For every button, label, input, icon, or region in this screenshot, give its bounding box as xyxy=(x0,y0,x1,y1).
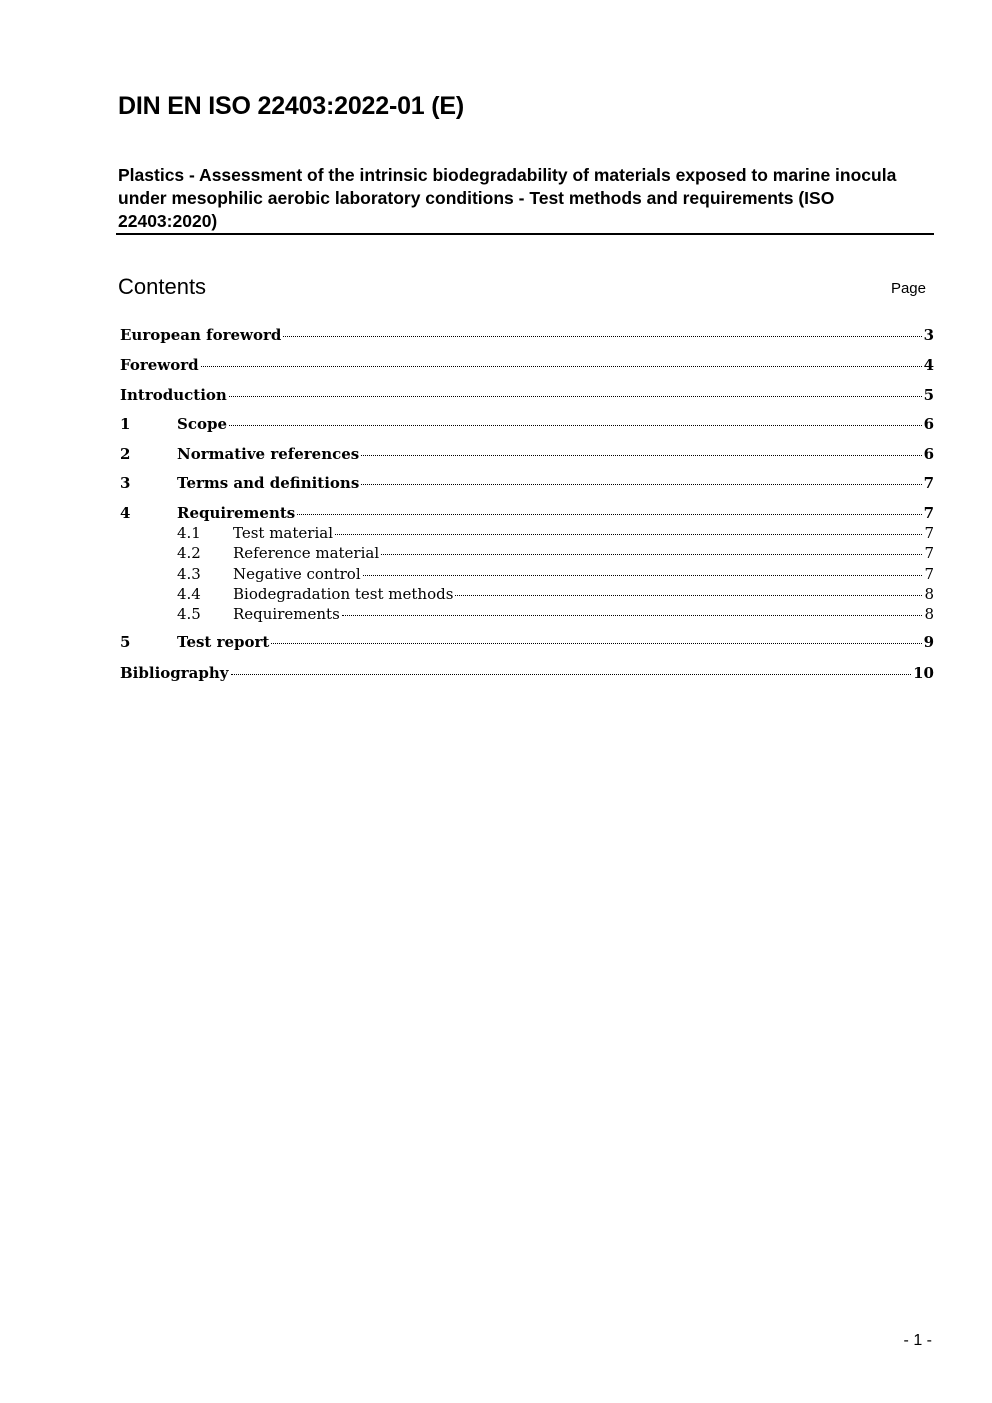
toc-entry-bibliography[interactable] xyxy=(120,664,934,682)
toc-entry-test-report[interactable] xyxy=(120,633,934,651)
toc-entry-number: 2 xyxy=(120,445,131,463)
toc-entry-number: 1 xyxy=(120,415,131,433)
toc-entry-number: 5 xyxy=(120,633,131,651)
toc-entry-title: Requirements xyxy=(233,605,340,623)
toc-leader-dots xyxy=(283,336,921,337)
toc-entry-page: 9 xyxy=(923,633,934,651)
toc-entry-title: Negative control xyxy=(233,565,361,583)
toc-leader-dots xyxy=(361,484,921,485)
toc-entry-number: 4.4 xyxy=(177,585,201,603)
toc-entry-title: Scope xyxy=(177,415,228,433)
toc-entry-negative-control[interactable] xyxy=(120,565,934,583)
toc-entry-page: 5 xyxy=(923,386,934,404)
toc-leader-dots xyxy=(335,534,922,535)
toc-entry-number: 4.3 xyxy=(177,565,201,583)
toc-entry-introduction[interactable] xyxy=(120,386,934,404)
toc-entry-foreword[interactable] xyxy=(120,356,934,374)
toc-entry-page: 3 xyxy=(923,326,934,344)
toc-entry-page: 8 xyxy=(924,605,934,623)
toc-entry-title: Foreword xyxy=(120,356,199,374)
toc-entry-biodegradation-test-methods[interactable] xyxy=(120,585,934,603)
toc-entry-title: Normative references xyxy=(177,445,360,463)
toc-entry-page: 10 xyxy=(913,664,934,682)
toc-entry-test-material[interactable] xyxy=(120,524,934,542)
toc-entry-title: European foreword xyxy=(120,326,282,344)
toc-entry-reference-material[interactable] xyxy=(120,544,934,562)
toc-entry-title: Introduction xyxy=(120,386,227,404)
toc-entry-number: 3 xyxy=(120,474,131,492)
toc-leader-dots xyxy=(363,575,923,576)
toc-leader-dots xyxy=(201,366,922,367)
toc-entry-number: 4.2 xyxy=(177,544,201,562)
toc-entry-page: 4 xyxy=(923,356,934,374)
toc-entry-european-foreword[interactable] xyxy=(120,326,934,344)
toc-entry-scope[interactable] xyxy=(120,415,934,433)
toc-entry-page: 7 xyxy=(923,504,934,522)
toc-entry-number: 4.1 xyxy=(177,524,201,542)
toc-entry-page: 7 xyxy=(924,565,934,583)
toc-entry-page: 7 xyxy=(923,474,934,492)
page-column-label: Page xyxy=(890,280,926,297)
toc-leader-dots xyxy=(231,674,912,675)
toc-entry-title: Test report xyxy=(177,633,270,651)
toc-entry-title: Reference material xyxy=(233,544,380,562)
toc-leader-dots xyxy=(361,455,921,456)
table-of-contents xyxy=(120,0,934,1403)
footer-page-number: - 1 - xyxy=(903,1332,932,1349)
toc-entry-requirements[interactable] xyxy=(120,504,934,522)
toc-entry-title: Requirements xyxy=(177,504,296,522)
toc-entry-page: 7 xyxy=(924,524,934,542)
toc-leader-dots xyxy=(271,643,921,644)
toc-entry-terms-and-definitions[interactable] xyxy=(120,474,934,492)
toc-leader-dots xyxy=(297,514,921,515)
document-title: Plastics - Assessment of the intrinsic biodegradability of materials exposed to marine inocula under mesophilic aerobic laboratory conditions - Test methods and requirements (ISO 22403:2020) xyxy=(118,165,897,231)
toc-entry-title: Bibliography xyxy=(120,664,229,682)
toc-entry-title: Test material xyxy=(233,524,333,542)
toc-leader-dots xyxy=(229,425,922,426)
toc-entry-page: 6 xyxy=(923,445,934,463)
toc-leader-dots xyxy=(381,554,922,555)
toc-entry-number: 4 xyxy=(120,504,131,522)
toc-entry-normative-references[interactable] xyxy=(120,445,934,463)
toc-entry-page: 7 xyxy=(924,544,934,562)
toc-entry-page: 8 xyxy=(924,585,934,603)
toc-leader-dots xyxy=(229,396,922,397)
toc-leader-dots xyxy=(455,595,922,596)
toc-entry-title: Biodegradation test methods xyxy=(233,585,454,603)
document-id: DIN EN ISO 22403:2022-01 (E) xyxy=(118,92,464,120)
contents-heading: Contents xyxy=(118,274,207,299)
toc-entry-page: 6 xyxy=(923,415,934,433)
toc-entry-requirements-sub[interactable] xyxy=(120,605,934,623)
toc-leader-dots xyxy=(342,615,923,616)
toc-entry-title: Terms and definitions xyxy=(177,474,360,492)
toc-entry-number: 4.5 xyxy=(177,605,201,623)
